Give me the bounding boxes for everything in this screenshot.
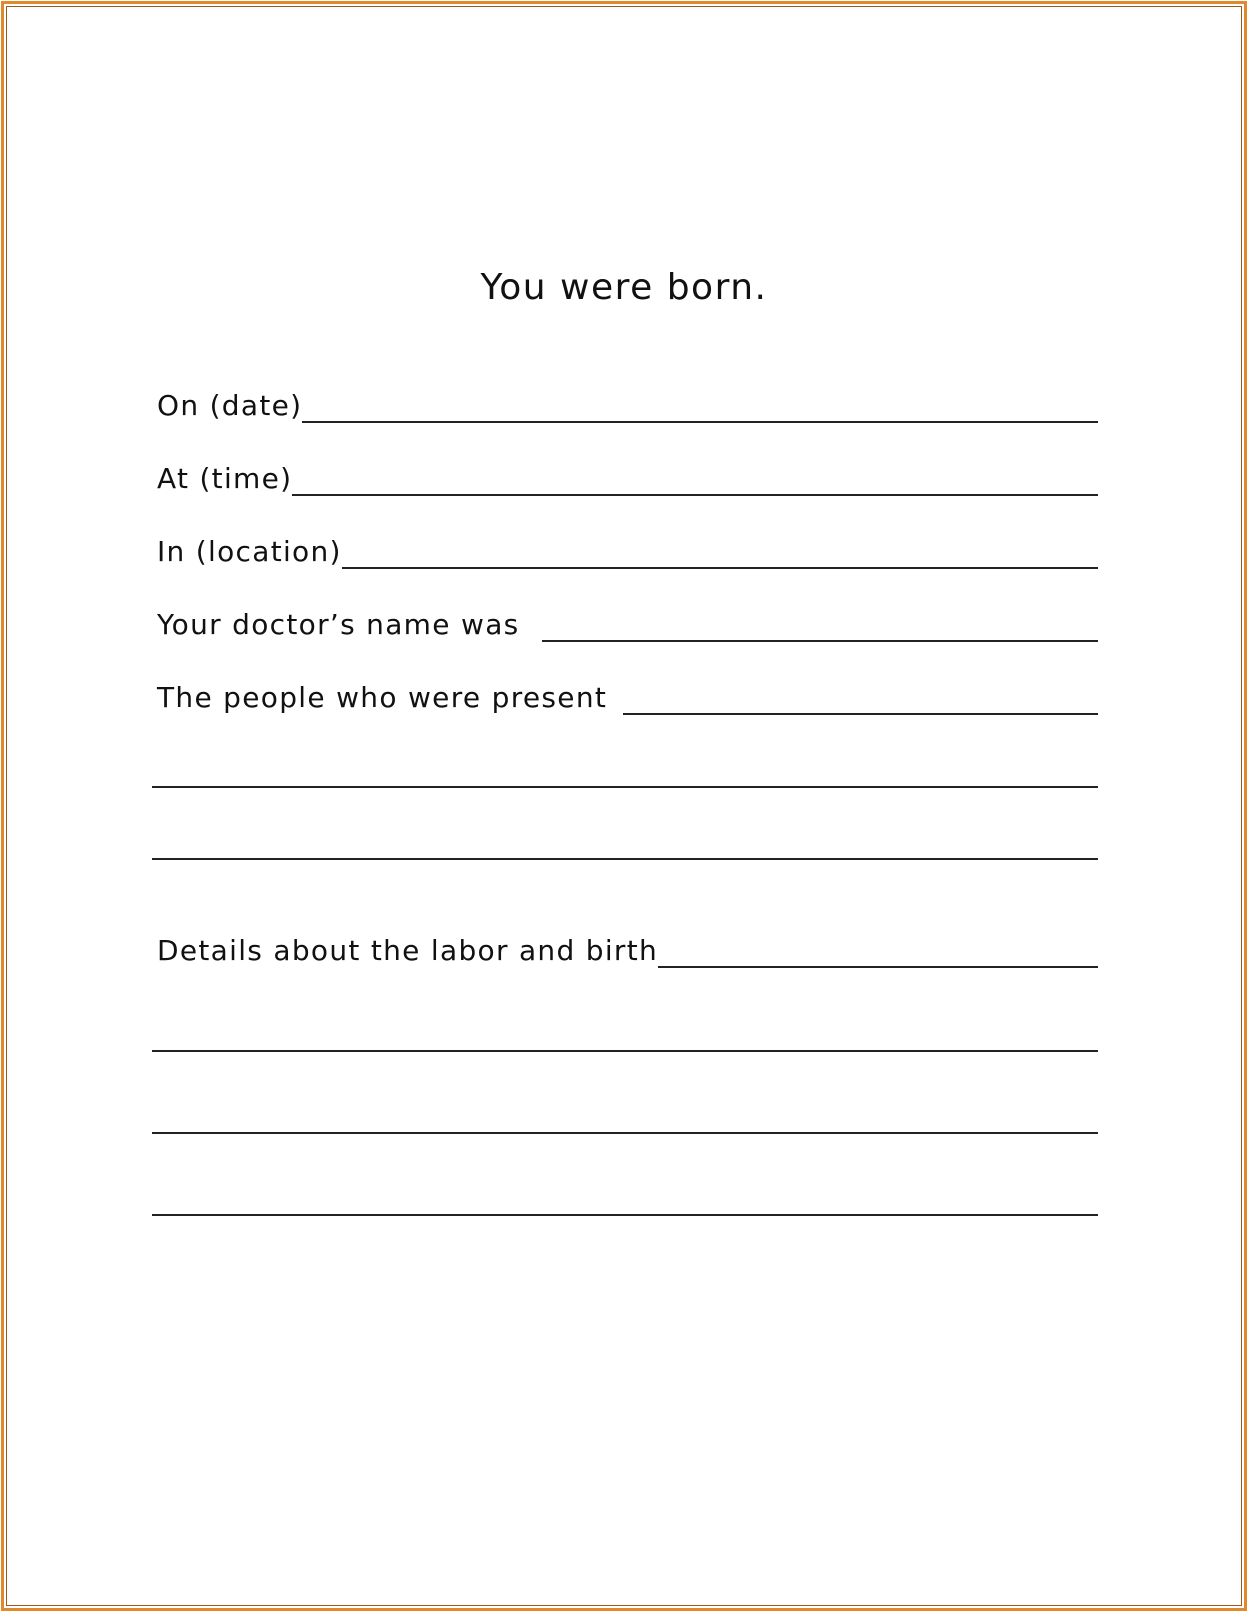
page-border-inner — [6, 6, 1242, 1606]
field-labor-details — [157, 930, 1098, 970]
field-people-present — [157, 677, 1098, 717]
field-time-label: At (time) — [157, 462, 293, 495]
field-location-label: In (location) — [157, 535, 342, 568]
field-labor-details-line[interactable] — [658, 966, 1098, 968]
field-time — [157, 458, 1098, 498]
labor-details-extra-line-1[interactable] — [152, 1050, 1098, 1052]
field-doctor-line[interactable] — [542, 640, 1098, 642]
field-date-line[interactable] — [302, 421, 1098, 423]
field-date — [157, 385, 1098, 425]
page-title: You were born. — [480, 267, 768, 308]
field-location-line[interactable] — [342, 567, 1098, 569]
field-labor-details-label: Details about the labor and birth — [157, 934, 659, 967]
field-doctor-label: Your doctor’s name was — [157, 608, 530, 641]
labor-details-extra-line-3[interactable] — [152, 1214, 1098, 1216]
people-present-extra-line-2[interactable] — [152, 858, 1098, 860]
people-present-extra-line-1[interactable] — [152, 786, 1098, 788]
field-date-label: On (date) — [157, 389, 303, 422]
labor-details-extra-line-2[interactable] — [152, 1132, 1098, 1134]
field-location — [157, 531, 1098, 571]
field-time-line[interactable] — [292, 494, 1098, 496]
field-people-present-line[interactable] — [623, 713, 1098, 715]
field-doctor — [157, 604, 1098, 644]
field-people-present-label: The people who were present — [157, 681, 618, 714]
